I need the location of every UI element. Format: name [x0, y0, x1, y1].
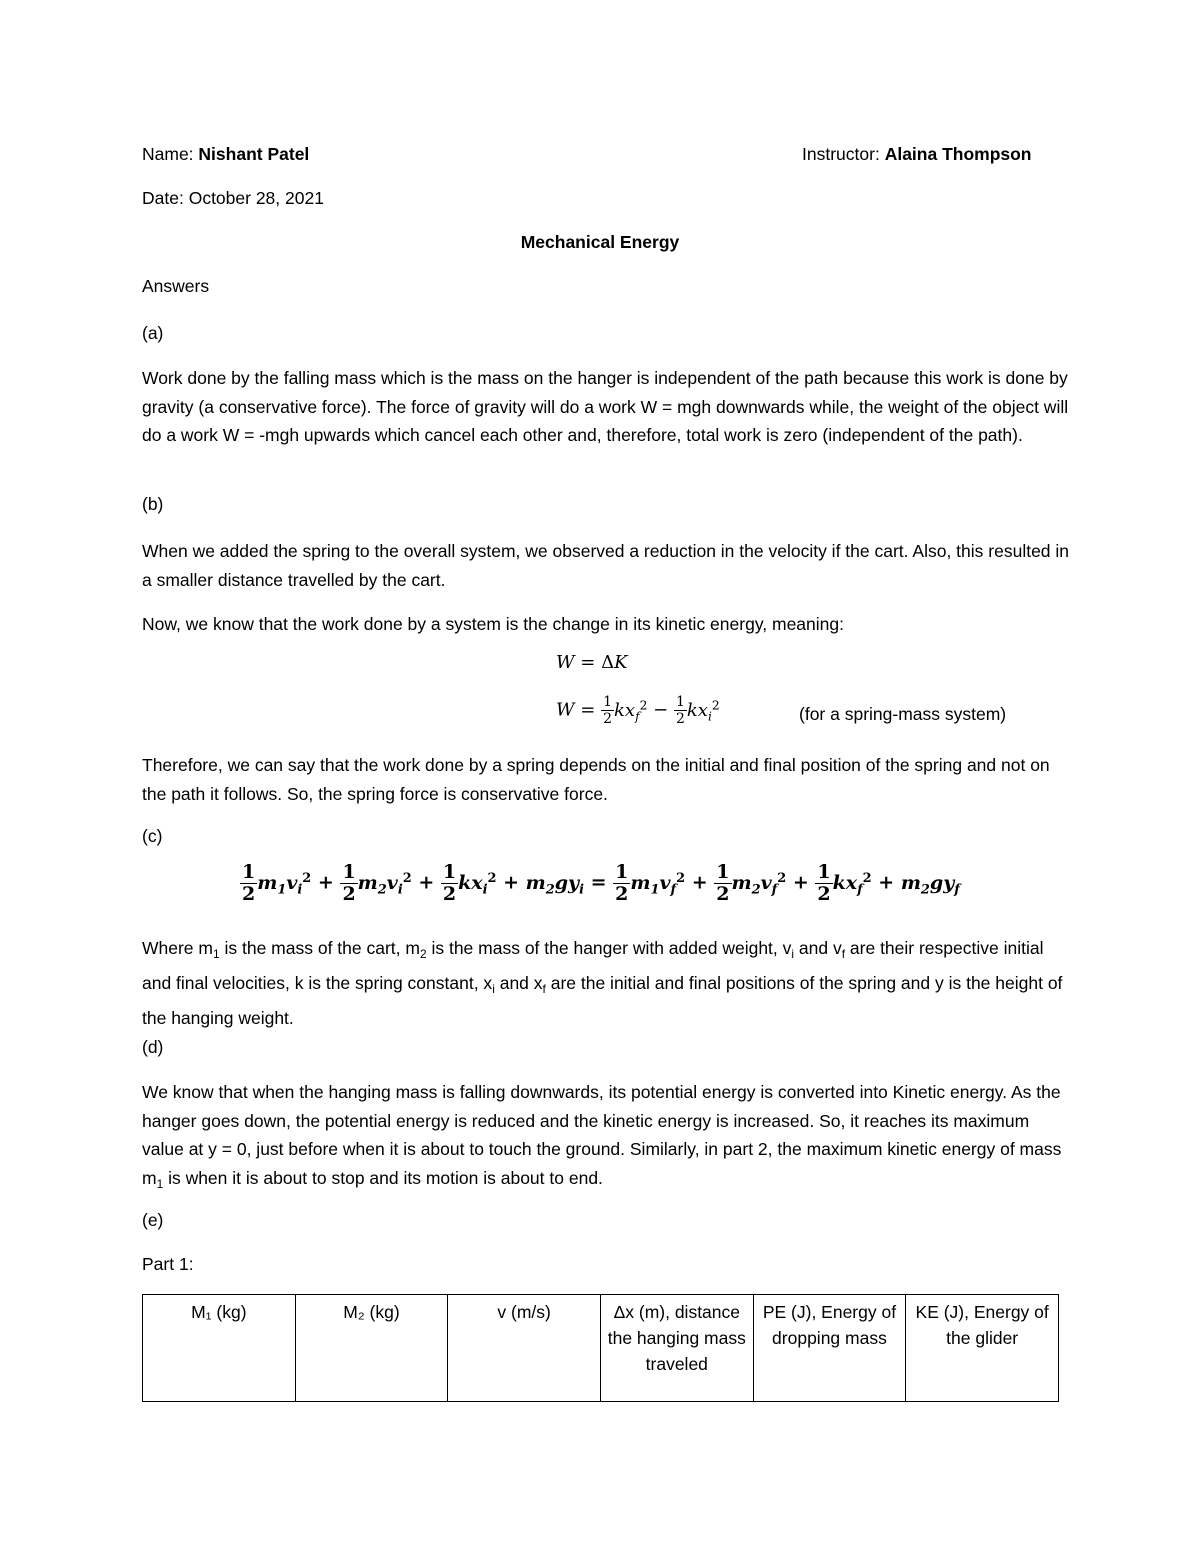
section-b-text3: Therefore, we can say that the work done by a spring depends on the initial and final position of the spring and not on the path it follows. So, the spring force is conservative force. [142, 755, 1050, 804]
equation-note: (for a spring-mass system) [799, 704, 1007, 724]
answers-label: Answers [142, 276, 210, 296]
section-b-text2: Now, we know that the work done by a system is the change in its kinetic energy, meaning: [142, 614, 844, 634]
section-c-text: Where $m_1$ is the mass of the cart, $m_2$ is the mass of the hanger with added weight, $v_i$ and $v_f$ are their respective initial and final velocities, k is the spring constant, $x_i$ and $x_f$ are the initial and final positions of the spring and y is the height of the hanging weight. [142, 938, 1063, 1028]
section-b-text1: When we added the spring to the overall system, we observed a reduction in the velocity if the cart. Also, this resulted in a smaller distance travelled by the cart. [142, 541, 1070, 590]
table-header-cell: Δx (m), distance the hanging mass traveled [600, 1295, 753, 1402]
instructor-line [802, 144, 1032, 165]
part-1-label: Part 1: [142, 1254, 194, 1274]
table-header-cell: KE (J), Energy of the glider [906, 1295, 1059, 1402]
section-c-label: (c) [142, 826, 163, 846]
instructor-label: Instructor: [802, 144, 880, 164]
section-e-label: (e) [142, 1210, 164, 1230]
table-header-row [143, 1295, 1059, 1402]
instructor-value: Alaina Thompson [884, 144, 1032, 164]
table-header-cell: PE (J), Energy of dropping mass [753, 1295, 906, 1402]
section-d-text: We know that when the hanging mass is falling downwards, its potential energy is converted into Kinetic energy. As the hanger goes down, the potential energy is reduced and the kinetic energy is increased. So, it reaches its maximum value at y = 0, just before when it is about to touch the ground. Similarly, in part 2, the maximum kinetic energy of mass $m_1$ is when it is about to stop and its motion is about to end. [142, 1082, 1062, 1192]
equation-work-energy: W = ΔK [556, 652, 628, 673]
date-label: Date: [142, 188, 184, 208]
name-value: Nishant Patel [198, 144, 310, 164]
equation-spring-work: W = $\frac{1}{2}$ $kx_f^2$ − $\frac{1}{2}$ $kx_i^2$ [556, 694, 720, 727]
name-label: Name: [142, 144, 194, 164]
document-title: Mechanical Energy [520, 232, 680, 252]
section-a-label: (a) [142, 323, 164, 343]
table-header-cell: v (m/s) [448, 1295, 601, 1402]
name-line [142, 144, 309, 165]
section-a-text: Work done by the falling mass which is the mass on the hanger is independent of the path because this work is done by gravity (a conservative force). The force of gravity will do a work W = mgh downwards while, the weight of the object will do a work W = -mgh upwards which cancel each other and, therefore, total work is zero (independent of the path). [142, 368, 1069, 446]
section-d-label: (d) [142, 1037, 164, 1057]
data-table [142, 1294, 1059, 1402]
table-header-cell: M₂ (kg) [295, 1295, 448, 1402]
section-b-label: (b) [142, 494, 164, 514]
table-header-cell: M₁ (kg) [143, 1295, 296, 1402]
date-line [142, 188, 324, 209]
date-value: October 28, 2021 [188, 188, 324, 208]
energy-conservation-equation: $\frac{1}{2}$ $m_1v_i^2$ + $\frac{1}{2}$ $m_2v_i^2$ + $\frac{1}{2}$ $kx_i^2 + m_2gy_i$ = $\frac{1}{2}$ $m_1v_f^2$ + $\frac{1}{2}$ $m_2v_f^2$ + $\frac{1}{2}$ $kx_f^2 + m_2gy_f$ [242, 861, 960, 905]
